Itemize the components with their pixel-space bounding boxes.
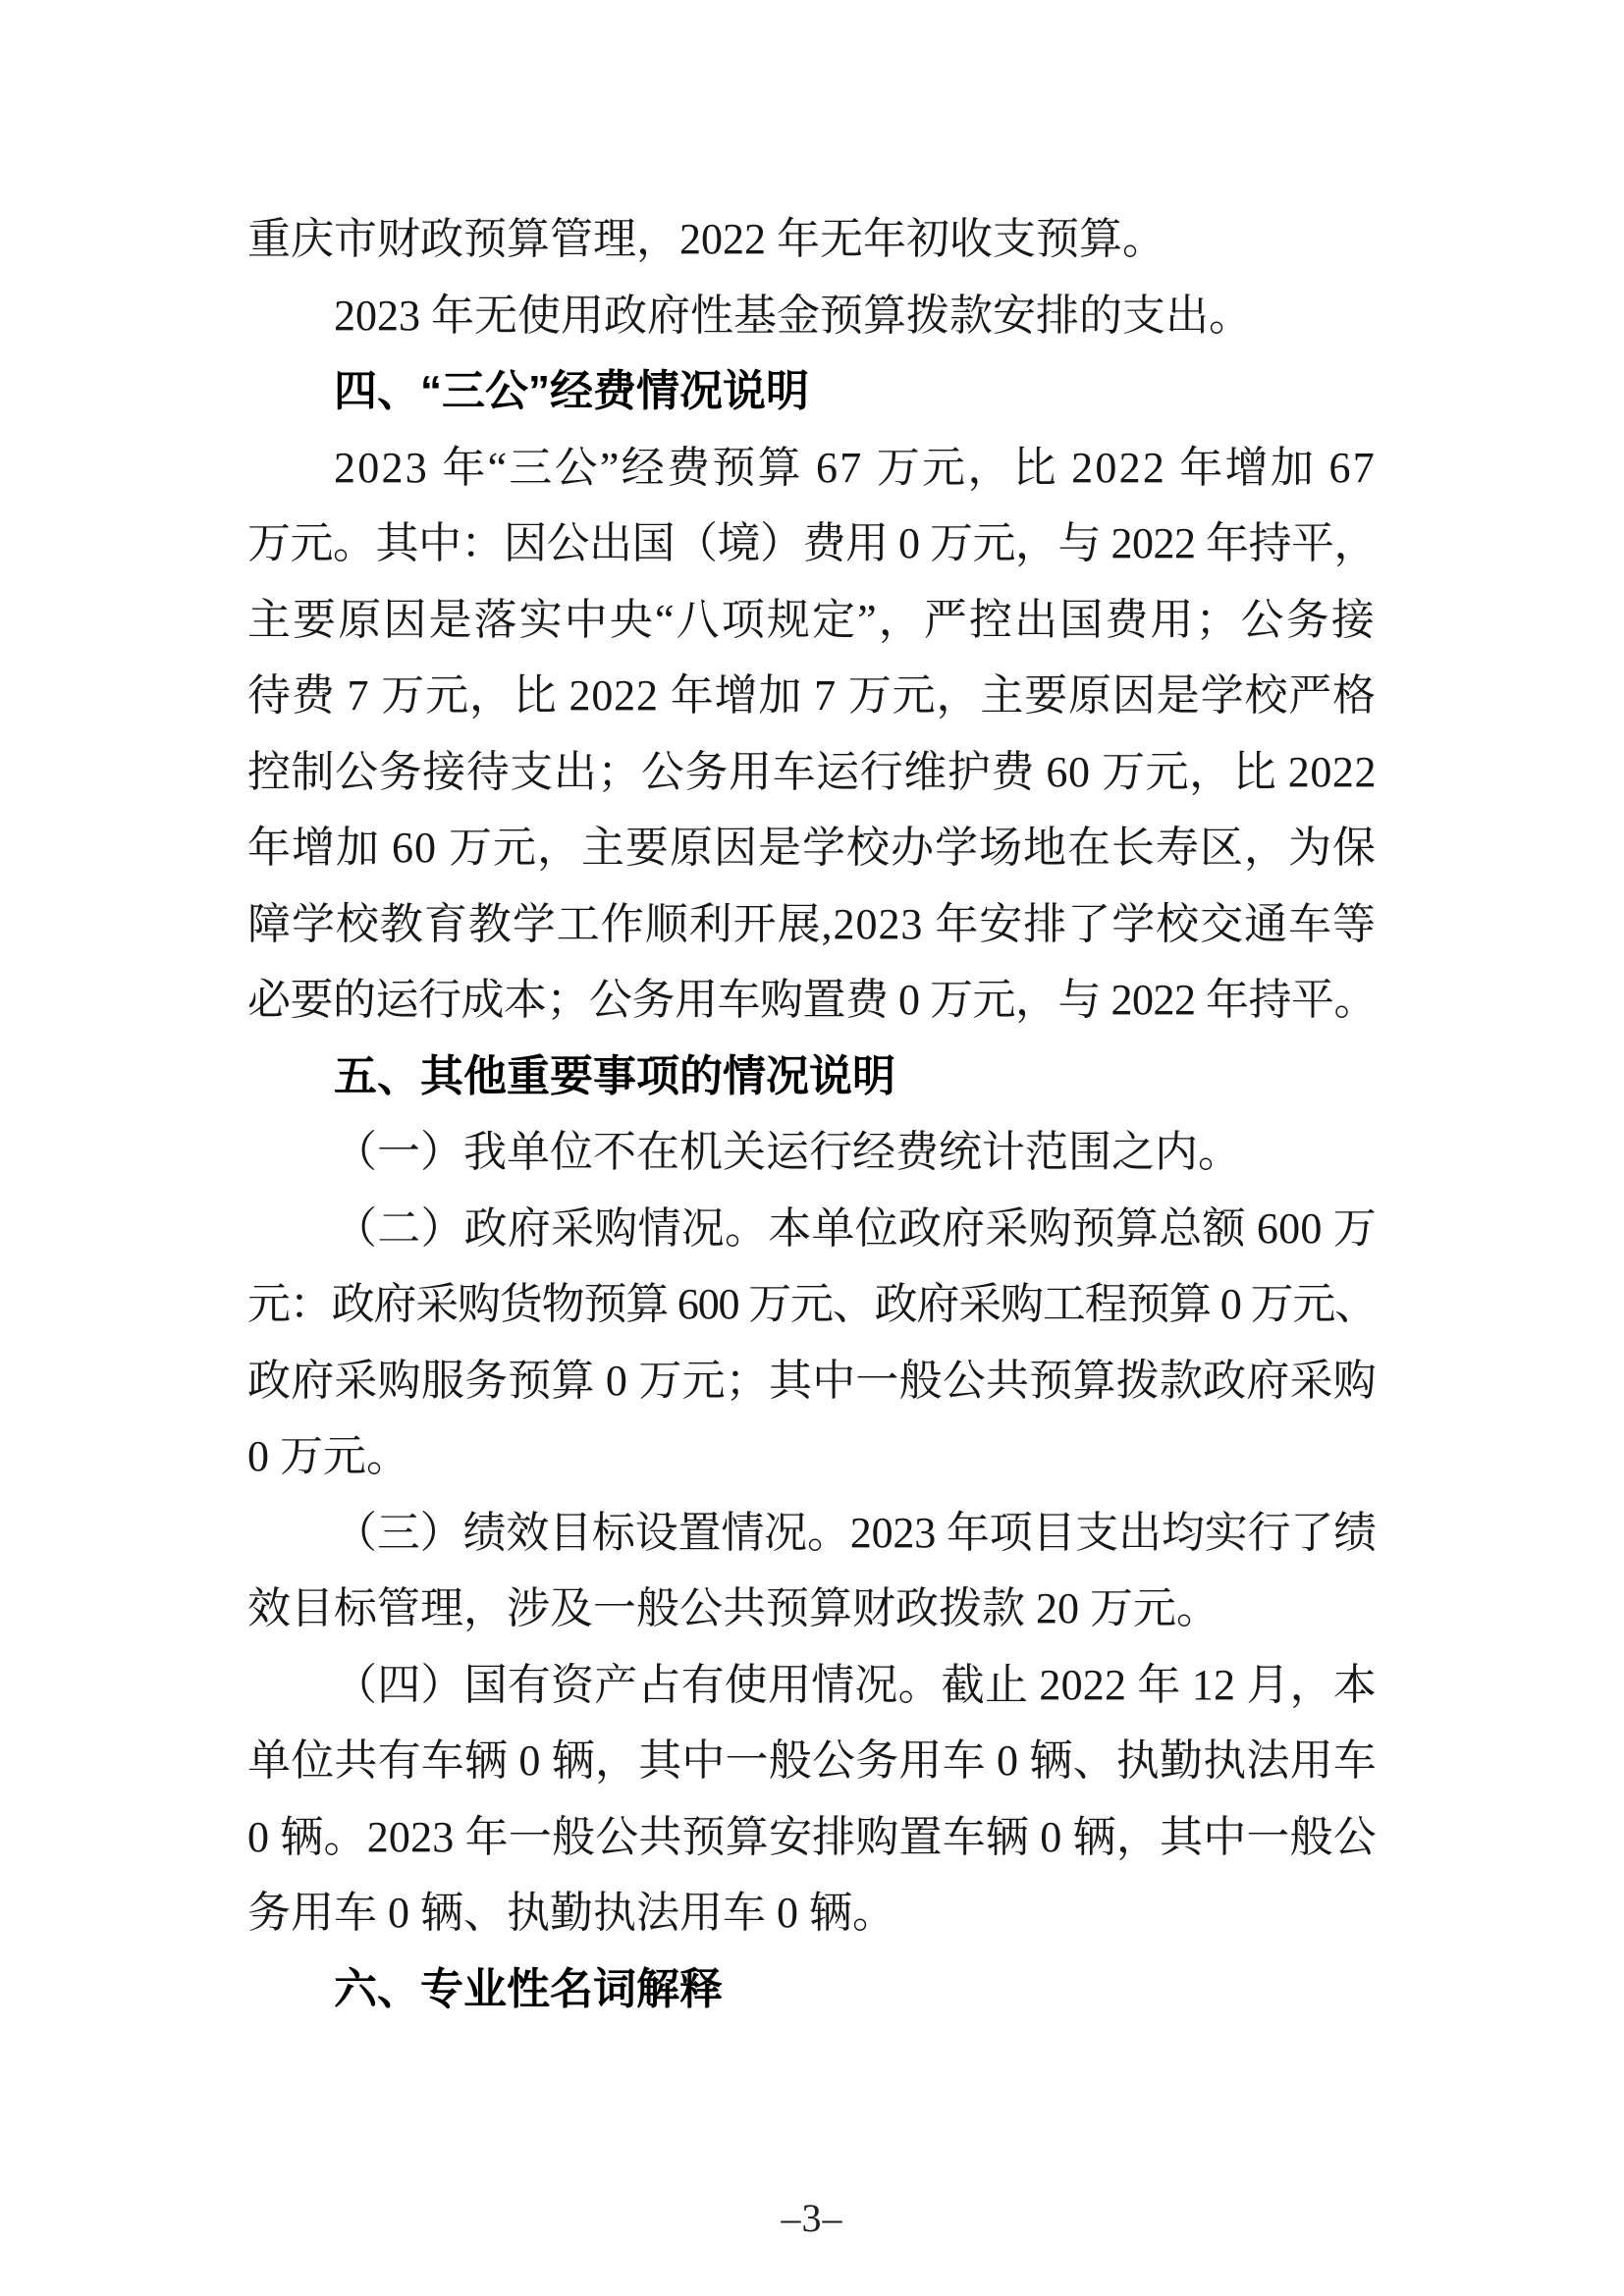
text-line-content: 政府采购服务预算 0 万元；其中一般公共预算拨款政府采购 xyxy=(247,1356,1377,1405)
text-line xyxy=(247,1191,1377,1267)
text-line-content: （一）我单位不在机关运行经费统计范围之内。 xyxy=(334,1128,1241,1176)
document-body xyxy=(247,201,1377,2027)
text-line-content: 0 辆。2023 年一般公共预算安排购置车辆 0 辆，其中一般公 xyxy=(247,1812,1377,1861)
text-line xyxy=(247,962,1377,1039)
text-line-content: 障学校教育教学工作顺利开展,2023 年安排了学校交通车等 xyxy=(247,899,1377,948)
text-line-content: 六、专业性名词解释 xyxy=(334,1964,723,2013)
text-line xyxy=(247,506,1377,582)
text-line-content: 2023 年无使用政府性基金预算拨款安排的支出。 xyxy=(334,291,1252,340)
text-line-content: 主要原因是落实中央“八项规定”，严控出国费用；公务接 xyxy=(247,595,1377,644)
text-line-content: 年增加 60 万元，主要原因是学校办学场地在长寿区，为保 xyxy=(247,824,1377,872)
text-line xyxy=(247,1266,1377,1343)
text-line-content: 重庆市财政预算管理，2022 年无年初收支预算。 xyxy=(247,215,1165,263)
text-line-content: 万元。其中：因公出国（境）费用 0 万元，与 2022 年持平， xyxy=(247,519,1377,567)
text-line-content: 五、其他重要事项的情况说明 xyxy=(334,1051,895,1100)
text-line-content: 单位共有车辆 0 辆，其中一般公务用车 0 辆、执勤执法用车 xyxy=(247,1736,1377,1785)
text-line xyxy=(247,1418,1377,1495)
text-line xyxy=(247,810,1377,886)
text-line xyxy=(247,1723,1377,1799)
text-line-content: 四、“三公”经费情况说明 xyxy=(334,367,809,415)
text-line xyxy=(247,201,1377,278)
text-line xyxy=(247,1875,1377,1951)
text-line xyxy=(247,1495,1377,1572)
text-line-content: （三）绩效目标设置情况。2023 年项目支出均实行了绩 xyxy=(334,1508,1377,1557)
text-line xyxy=(247,1799,1377,1876)
text-line xyxy=(247,1647,1377,1724)
text-line-content: 2023 年“三公”经费预算 67 万元，比 2022 年增加 67 xyxy=(334,443,1377,492)
text-line-content: 必要的运行成本；公务用车购置费 0 万元，与 2022 年持平。 xyxy=(247,976,1377,1024)
text-line-content: 控制公务接待支出；公务用车运行维护费 60 万元，比 2022 xyxy=(247,747,1377,796)
text-line xyxy=(247,1343,1377,1419)
text-line xyxy=(247,430,1377,507)
section-heading xyxy=(247,353,1377,430)
text-line-content: 务用车 0 辆、执勤执法用车 0 辆。 xyxy=(247,1889,895,1937)
text-line-content: 效目标管理，涉及一般公共预算财政拨款 20 万元。 xyxy=(247,1584,1219,1632)
text-line xyxy=(247,1114,1377,1191)
text-line-content: （四）国有资产占有使用情况。截止 2022 年 12 月，本 xyxy=(334,1660,1377,1709)
text-line xyxy=(247,1571,1377,1647)
text-line xyxy=(247,658,1377,734)
text-line xyxy=(247,278,1377,354)
section-heading xyxy=(247,1039,1377,1115)
section-heading xyxy=(247,1951,1377,2028)
page-number: –3– xyxy=(781,2196,843,2240)
text-line-content: 0 万元。 xyxy=(247,1432,409,1480)
text-line-content: 待费 7 万元，比 2022 年增加 7 万元，主要原因是学校严格 xyxy=(247,671,1377,720)
text-line xyxy=(247,582,1377,659)
text-line-content: （二）政府采购情况。本单位政府采购预算总额 600 万 xyxy=(334,1203,1377,1253)
text-line xyxy=(247,886,1377,963)
text-line xyxy=(247,734,1377,811)
text-line-content: 元：政府采购货物预算 600 万元、政府采购工程预算 0 万元、 xyxy=(247,1280,1377,1328)
